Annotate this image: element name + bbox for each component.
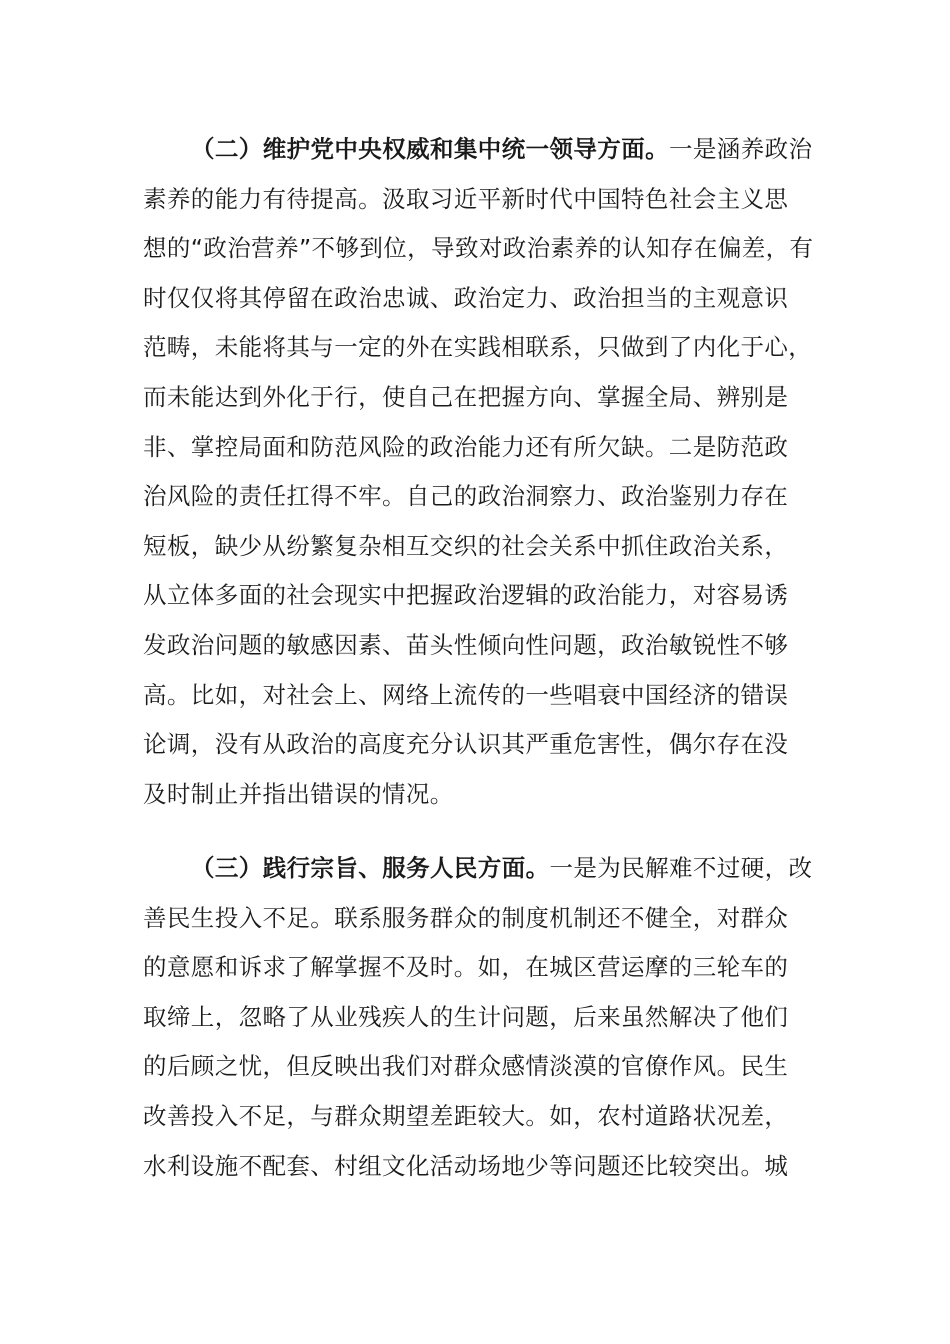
section-heading: （二）维护党中央权威和集中统一领导方面。 — [191, 135, 669, 163]
text-line: 从立体多面的社会现实中把握政治逻辑的政治能力，对容易诱 — [143, 581, 789, 610]
paragraph-section-2 — [143, 125, 814, 819]
text-line: 及时制止并指出错误的情况。 — [143, 779, 454, 808]
first-line-text: 一是为民解难不过硬，改 — [549, 854, 813, 882]
text-line: 素养的能力有待提高。汲取习近平新时代中国特色社会主义思 — [143, 184, 789, 213]
paragraph-first-line — [143, 125, 813, 175]
text-line: 想的“政治营养”不够到位，导致对政治素养的认知存在偏差，有 — [143, 234, 814, 263]
text-line: 取缔上，忽略了从业残疾人的生计问题，后来虽然解决了他们 — [143, 1002, 789, 1031]
text-line: 水利设施不配套、村组文化活动场地少等问题还比较突出。城 — [143, 1151, 789, 1180]
text-line: 治风险的责任扛得不牢。自己的政治洞察力、政治鉴别力存在 — [143, 482, 789, 511]
text-line: 改善投入不足，与群众期望差距较大。如，农村道路状况差， — [143, 1101, 789, 1130]
paragraph-first-line — [143, 844, 813, 894]
text-line: 的后顾之忧，但反映出我们对群众感情淡漠的官僚作风。民生 — [143, 1052, 789, 1081]
text-line: 时仅仅将其停留在政治忠诚、政治定力、政治担当的主观意识 — [143, 283, 789, 312]
first-line-text: 一是涵养政治 — [669, 135, 813, 163]
text-line: 论调，没有从政治的高度充分认识其严重危害性，偶尔存在没 — [143, 730, 789, 759]
paragraph-section-3 — [143, 844, 813, 1191]
text-line: 善民生投入不足。联系服务群众的制度机制还不健全，对群众 — [143, 903, 789, 932]
text-line: 短板，缺少从纷繁复杂相互交织的社会关系中抓住政治关系， — [143, 531, 789, 560]
text-line: 的意愿和诉求了解掌握不及时。如，在城区营运摩的三轮车的 — [143, 953, 789, 982]
text-line: 发政治问题的敏感因素、苗头性倾向性问题，政治敏锐性不够 — [143, 630, 789, 659]
text-line: 高。比如，对社会上、网络上流传的一些唱衰中国经济的错误 — [143, 680, 789, 709]
text-line: 范畴，未能将其与一定的外在实践相联系，只做到了内化于心， — [143, 333, 813, 362]
text-line: 非、掌控局面和防范风险的政治能力还有所欠缺。二是防范政 — [143, 432, 789, 461]
section-heading: （三）践行宗旨、服务人民方面。 — [191, 854, 550, 882]
text-line: 而未能达到外化于行，使自己在把握方向、掌握全局、辨别是 — [143, 382, 789, 411]
